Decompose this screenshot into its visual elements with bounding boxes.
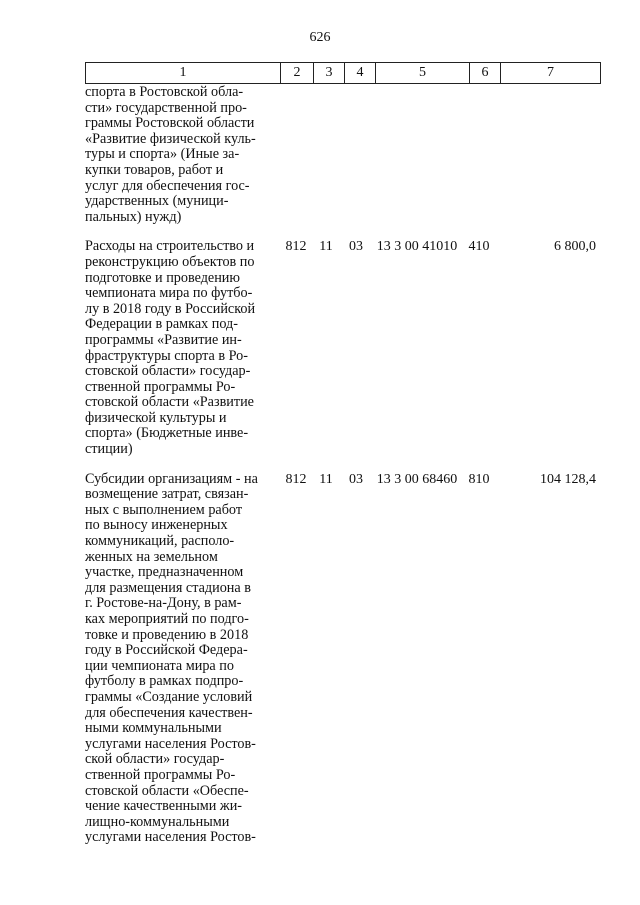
column-header-7: 7	[501, 63, 601, 84]
row-description: Расходы на строительство и реконструкцию объектов по подготовке и проведению чемпионата мира по футбо- лу в 2018 году в Российской Федерации в рамках под- программы «Развитие ин- фраструктуры спорта в Ро- стовской области» государ- ственной программы Ро- стовской области «Развитие физической культуры и спорта» (Бюджетные инве- стиции)	[85, 238, 256, 458]
expense-type-code: 410	[468, 239, 490, 255]
table-row	[85, 239, 605, 457]
table-row	[85, 85, 605, 225]
column-header-5: 5	[376, 63, 470, 84]
table-header	[85, 62, 601, 84]
column-header-3: 3	[314, 63, 345, 84]
subsection-code: 03	[349, 239, 363, 255]
page-number: 626	[309, 30, 331, 45]
ministry-code: 812	[285, 471, 307, 487]
amount: 104 128,4	[540, 471, 596, 487]
table-header-row	[86, 63, 601, 84]
table-row	[85, 472, 605, 846]
subsection-code: 03	[349, 471, 363, 487]
target-article-code: 13 3 00 41010	[376, 239, 458, 255]
column-header-1: 1	[86, 63, 281, 84]
amount: 6 800,0	[554, 239, 596, 255]
table-body	[85, 85, 605, 846]
column-header-4: 4	[345, 63, 376, 84]
ministry-code: 812	[285, 239, 307, 255]
row-description: Субсидии организациям - на возмещение затрат, связан- ных с выполнением работ по выносу инженерных коммуникаций, располо- женных на земельном участке, предназначенном для размещения стадиона в г. Ростове-на-Дону, в рам- ках мероприятий по подго- товке и проведению в 2018 году в Российской Федера- ции чемпионата мира по футболу в рамках подпро- граммы «Создание условий для обеспечения качествен- ными коммунальными услугами населения Ростов- ской области» государ- ственной программы Ро- стовской области «Обеспе- чение качественными жи- лищно-коммунальными услугами населения Ростов-	[85, 470, 258, 846]
column-header-6: 6	[470, 63, 501, 84]
section-code: 11	[319, 471, 333, 487]
row-description: спорта в Ростовской обла- сти» государственной про- граммы Ростовской области «Развитие физической куль- туры и спорта» (Иные за- купки товаров, работ и услуг для обеспечения гос- ударственных (муници- пальных) нужд)	[85, 84, 256, 225]
expense-type-code: 810	[468, 471, 490, 487]
column-header-2: 2	[281, 63, 314, 84]
target-article-code: 13 3 00 68460	[376, 471, 458, 487]
section-code: 11	[319, 239, 333, 255]
